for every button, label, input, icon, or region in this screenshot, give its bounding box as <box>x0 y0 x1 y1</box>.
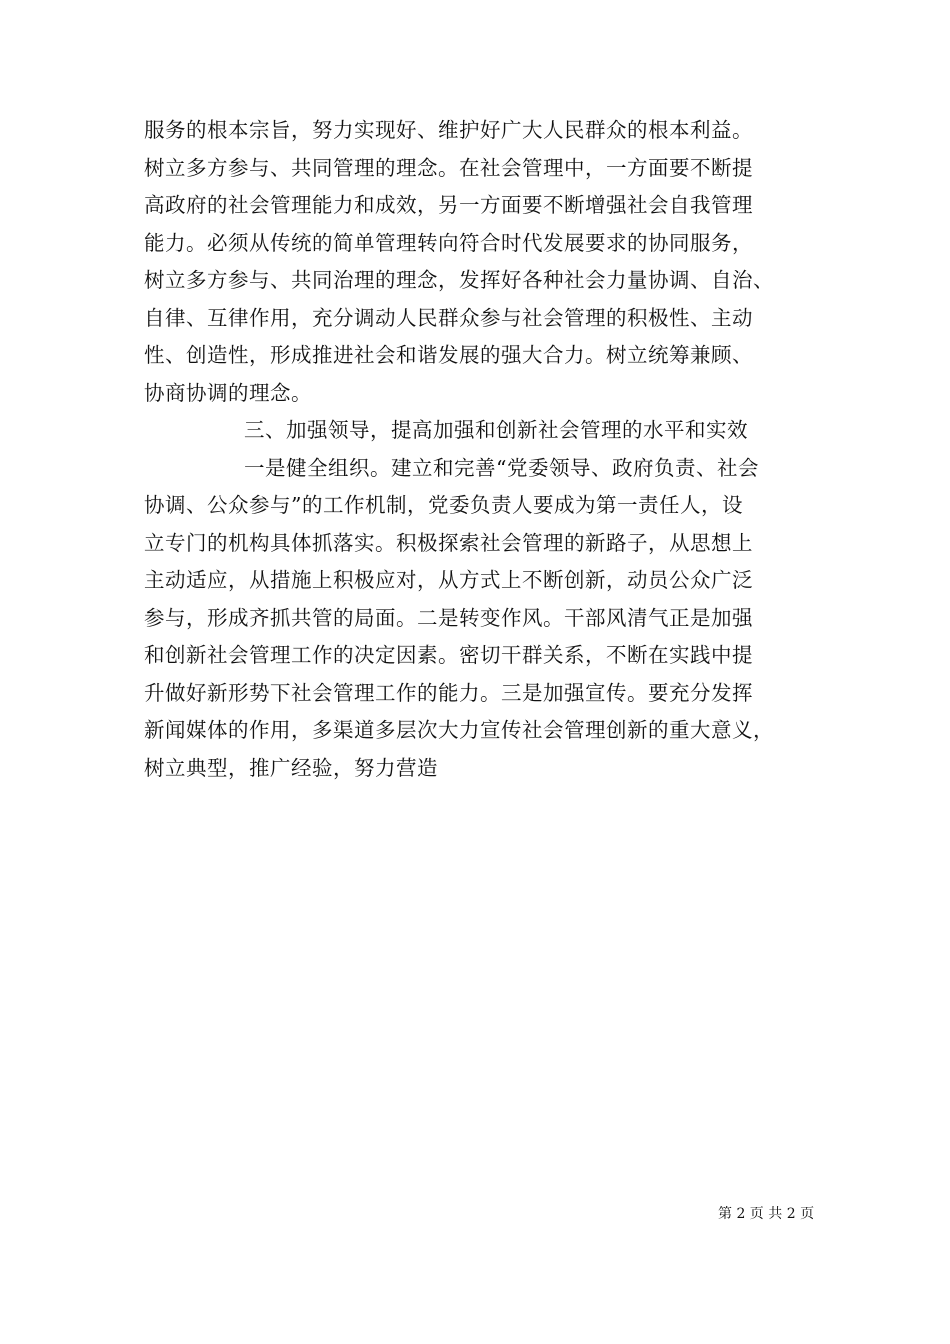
text-line: 能力。必须从传统的简单管理转向符合时代发展要求的协同服务， <box>144 230 753 255</box>
text-line: 协商协调的理念。 <box>144 380 312 405</box>
text-line: 树立多方参与、共同管理的理念。在社会管理中，一方面要不断提 <box>144 155 753 180</box>
text-line: 协调、公众参与”的工作机制，党委负责人要成为第一责任人，设 <box>144 493 743 517</box>
text-line: 升做好新形势下社会管理工作的能力。三是加强宣传。要充分发挥 <box>144 680 753 705</box>
text-line: 立专门的机构具体抓落实。积极探索社会管理的新路子，从思想上 <box>144 530 753 555</box>
text-line: 性、创造性，形成推进社会和谐发展的强大合力。树立统筹兼顾、 <box>144 343 753 367</box>
text-line: 新闻媒体的作用，多渠道多层次大力宣传社会管理创新的重大意义， <box>144 718 774 742</box>
document-body <box>144 112 834 787</box>
text-line: 服务的根本宗旨，努力实现好、维护好广大人民群众的根本利益。 <box>144 118 753 142</box>
text-line: 树立多方参与、共同治理的理念，发挥好各种社会力量协调、自治、 <box>144 268 774 292</box>
text-line: 参与，形成齐抓共管的局面。二是转变作风。干部风清气正是加强 <box>144 605 753 630</box>
text-line: 自律、互律作用，充分调动人民群众参与社会管理的积极性、主动 <box>144 305 753 330</box>
text-line: 高政府的社会管理能力和成效，另一方面要不断增强社会自我管理 <box>144 193 753 217</box>
paragraph-first-line: 一是健全组织。建立和完善“党委领导、政府负责、社会 <box>244 455 759 480</box>
section-heading: 三、加强领导，提高加强和创新社会管理的水平和实效 <box>244 418 748 442</box>
text-line: 和创新社会管理工作的决定因素。密切干群关系，不断在实践中提 <box>144 643 753 667</box>
text-line: 树立典型，推广经验，努力营造 <box>144 755 438 780</box>
text-line: 主动适应，从措施上积极应对，从方式上不断创新，动员公众广泛 <box>144 568 753 592</box>
page-number-footer: 第 2 页 共 2 页 <box>718 1206 815 1222</box>
